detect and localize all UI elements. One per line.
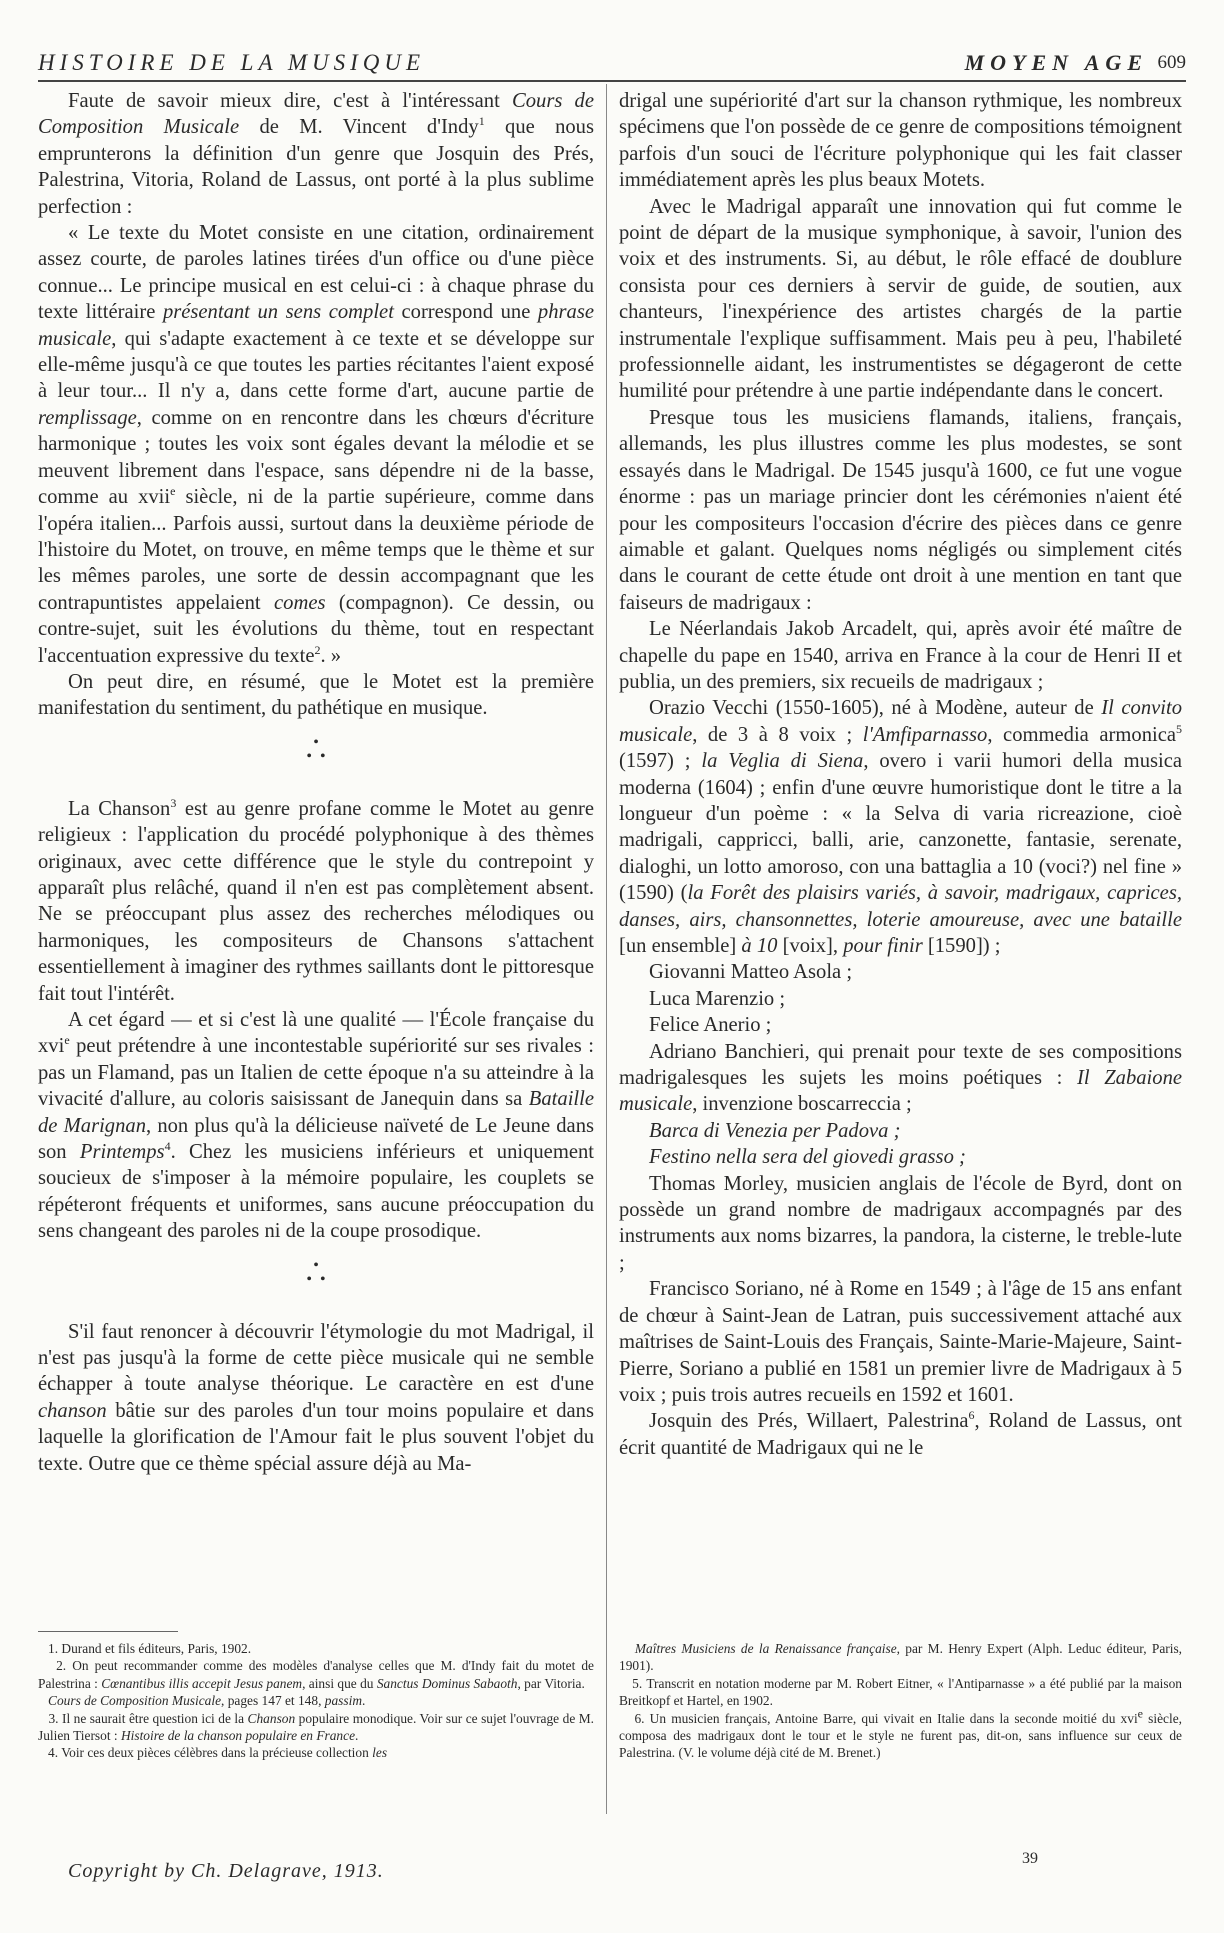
footnote: 3. Il ne saurait être question ici de la Chanson populaire monodique. Voir sur ce sujet l'ouvrage de M. Julien Tiersot : Histoire de la chanson populaire en France.	[38, 1710, 594, 1744]
paragraph: On peut dire, en résumé, que le Motet est la première manifestation du sentiment, du pathétique en musique.	[38, 670, 594, 720]
paragraph: Presque tous les musiciens flamands, italiens, français, allemands, les plus illustres comme les plus modestes, se sont essayés dans le Madrigal. De 1545 jusqu'à 1600, ce fut une vogue énorme : pas un mariage princier dont les cérémonies n'aient été pour les compositeurs l'occasion d'écrire des pièces dans ce genre aimable et galant. Quelques noms négligés ou simplement cités dans le courant de cette étude ont droit à une mention en tant que faiseurs de madrigaux :	[619, 406, 1182, 614]
footnote: 4. Voir ces deux pièces célèbres dans la précieuse collection les	[38, 1745, 388, 1761]
left-footnotes	[38, 1617, 594, 1762]
right-footnotes	[619, 1640, 1182, 1762]
right-column	[619, 88, 1182, 1461]
paragraph: S'il faut renoncer à découvrir l'étymologie du mot Madrigal, il n'est pas jusqu'à la forme de cette pièce musicale qui ne semble échapper à toute analyse théorique. Le caractère en est d'une chanson bâtie sur des paroles d'un tour moins populaire et dans laquelle la glorification de l'Amour fait le plus souvent l'objet du texte. Outre que ce thème spécial assure déjà au Ma-	[38, 1320, 594, 1475]
paragraph: Josquin des Prés, Willaert, Palestrina$^6$, Roland de Lassus, ont écrit quantité de Madrigaux qui ne le	[619, 1408, 1182, 1459]
column-divider	[606, 84, 607, 1814]
footnote-rule	[38, 1631, 178, 1632]
paragraph: Luca Marenzio ;	[649, 987, 786, 1010]
paragraph: A cet égard — et si c'est là une qualité — l'École française du xvi$^e$ peut prétendre à une incontestable supériorité sur ses rivales : pas un Flamand, pas un Italien de cette époque n'a su atteindre à la vivacité d'allure, au coloris saisissant de Janequin dans sa Bataille de Marignan, non plus qu'à la délicieuse naïveté de Le Jeune dans son Printemps$^4$. Chez les musiciens inférieurs et uniquement soucieux de s'imposer à la mémoire populaire, les couplets se répéteront fréquents et uniformes, sans aucune préoccupation du sens changeant des paroles ni de la coupe prosodique.	[38, 1009, 595, 1243]
page-number: 609	[1157, 52, 1186, 73]
paragraph: Felice Anerio ;	[649, 1014, 772, 1037]
paragraph: Orazio Vecchi (1550-1605), né à Modène, auteur de Il convito musicale, de 3 à 8 voix ; l'Amfiparnasso, commedia armonica$^5$ (1597) ; la Veglia di Siena, overo i varii humori della musica moderna (1604) ; enfin d'une œuvre humoristique dont le titre a la longueur d'un poème : « la Selva di varia ricreazione, cioè madrigali, cappricci, balli, arie, canzonette, fantasie, serenate, dialoghi, un lotto amoroso, con una battaglia a 10 (voci?) nel fine » (1590) (la Forêt des plaisirs variés, à savoir, madrigaux, caprices, danses, airs, chansonnettes, loterie amoureuse, avec une bataille [un ensemble] à 10 [voix], pour finir [1590]) ;	[619, 697, 1183, 957]
section-title: MOYEN AGE	[964, 50, 1148, 75]
paragraph: Le Néerlandais Jakob Arcadelt, qui, après avoir été maître de chapelle du pape en 1540, arriva en France à la cour de Henri II et publia, un des premiers, six recueils de madrigaux ;	[619, 618, 1182, 693]
paragraph: Giovanni Matteo Asola ;	[649, 961, 853, 984]
section-break-ornament: • • •	[306, 1256, 326, 1288]
paragraph: « Le texte du Motet consiste en une citation, ordinairement assez courte, de paroles latines tirées d'un office ou d'une pièce connue... Le principe musical en est celui-ci : à chaque phrase du texte littéraire présentant un sens complet correspond une phrase musicale, qui s'adapte exactement à ce texte et se développe sur elle-même jusqu'à ce que toutes les parties récitantes l'aient exposé à leur tour... Il n'y a, dans cette forme d'art, aucune partie de remplissage, comme on en rencontre dans les chœurs d'écriture harmonique ; toutes les voix sont égales devant la mélodie et se meuvent librement dans l'espace, sans dépendre ni de la basse, comme au xvii$^e$ siècle, ni de la partie supérieure, comme dans l'opéra italien... Parfois aussi, surtout dans la deuxième période de l'histoire du Motet, on trouve, en même temps que le thème et sur les mêmes paroles, une sorte de dessin accompagnant que les contrapuntistes appelaient comes (compagnon). Ce dessin, ou contre-sujet, suit les évolutions du thème, tout en respectant l'accentuation expressive du texte$^2$. »	[38, 222, 594, 667]
paragraph: Avec le Madrigal apparaît une innovation qui fut comme le point de départ de la musique symphonique, à savoir, l'union des voix et des instruments. Si, au début, le rôle effacé de doublure consista pour ces derniers à servir de guide, de soutien, aux chanteurs, l'inexpérience des artistes chargés de la partie instrumentale l'explique suffisamment. Mais peu à peu, l'habileté professionnelle aidant, les instrumentistes se dégageront de cette humilité pour prétendre à une partie indépendante dans le concert.	[619, 195, 1182, 403]
paragraph: La Chanson$^3$ est au genre profane comme le Motet au genre religieux : l'application du procédé polyphonique à des thèmes originaux, avec cette différence que le style du contrepoint y apparaît plus relâché, quand il n'en est pas complètement absent. Ne se préoccupant plus assez des recherches mélodiques ou harmoniques, les compositeurs de Chansons s'attachent essentiellement à imaginer des rythmes saillants dont le pittoresque fait tout l'intérêt.	[38, 795, 594, 1005]
paragraph: Thomas Morley, musicien anglais de l'école de Byrd, dont on possède un grand nombre de madrigaux accompagnés par des instruments aux noms bizarres, la pandora, la cisterne, le treble-lute ;	[619, 1172, 1182, 1274]
paragraph: drigal une supériorité d'art sur la chanson rythmique, les nombreux spécimens que l'on possède de ce genre de compositions témoignent parfois d'un souci de l'écriture polyphonique qui les fait classer immédiatement après les plus beaux Motets.	[619, 90, 1182, 192]
paragraph: Barca di Venezia per Padova ;	[649, 1119, 901, 1142]
footnote: Cours de Composition Musicale, pages 147 et 148, passim.	[48, 1693, 366, 1709]
footnote: 5. Transcrit en notation moderne par M. Robert Eitner, « l'Antiparnasse » a été publié par la maison Breitkopf et Hartel, en 1902.	[619, 1675, 1182, 1709]
footnote: 1. Durand et fils éditeurs, Paris, 1902.	[38, 1641, 252, 1656]
left-column	[38, 88, 594, 1477]
paragraph: Faute de savoir mieux dire, c'est à l'intéressant Cours de Composition Musicale de M. Vincent d'Indy$^1$ que nous emprunterons la définition d'un genre que Josquin des Prés, Palestrina, Vitoria, Roland de Lassus, ont porté à la plus sublime perfection :	[38, 90, 594, 218]
paragraph: Festino nella sera del giovedi grasso ;	[649, 1146, 966, 1169]
page-header	[38, 50, 1186, 80]
header-rule	[38, 80, 1186, 82]
running-title: HISTOIRE DE LA MUSIQUE	[38, 50, 426, 75]
footnote: Maîtres Musiciens de la Renaissance française, par M. Henry Expert (Alph. Leduc éditeur, Paris, 1901).	[619, 1641, 1183, 1674]
copyright-line: Copyright by Ch. Delagrave, 1913.	[68, 1860, 384, 1882]
footnote: 6. Un musicien français, Antoine Barre, qui vivait en Italie dans la seconde moitié du xvi$^e$ siècle, composa des madrigaux dont le tour et le style ne furent pas, dit-on, sans influence sur ceux de Palestrina. (V. le volume déjà cité de M. Brenet.)	[619, 1706, 1182, 1761]
section-break-ornament: • • •	[306, 733, 326, 765]
signature-mark: 39	[1022, 1850, 1038, 1867]
footnote: 2. On peut recommander comme des modèles d'analyse celles que M. d'Indy fait du motet de Palestrina : Cœnantibus illis accepit Jesus panem, ainsi que du Sanctus Dominus Sabaoth, par Vitoria.	[38, 1658, 594, 1691]
paragraph: Adriano Banchieri, qui prenait pour texte de ses compositions madrigalesques les sujets les moins poétiques : Il Zabaione musicale, invenzione boscarreccia ;	[619, 1040, 1183, 1116]
paragraph: Francisco Soriano, né à Rome en 1549 ; à l'âge de 15 ans enfant de chœur à Saint-Jean de Latran, puis successivement attaché aux maîtrises de Saint-Louis des Français, Sainte-Marie-Majeure, Saint-Pierre, Soriano a publié en 1581 un premier livre de Madrigaux à 5 voix ; puis trois autres recueils en 1592 et 1601.	[619, 1278, 1182, 1406]
